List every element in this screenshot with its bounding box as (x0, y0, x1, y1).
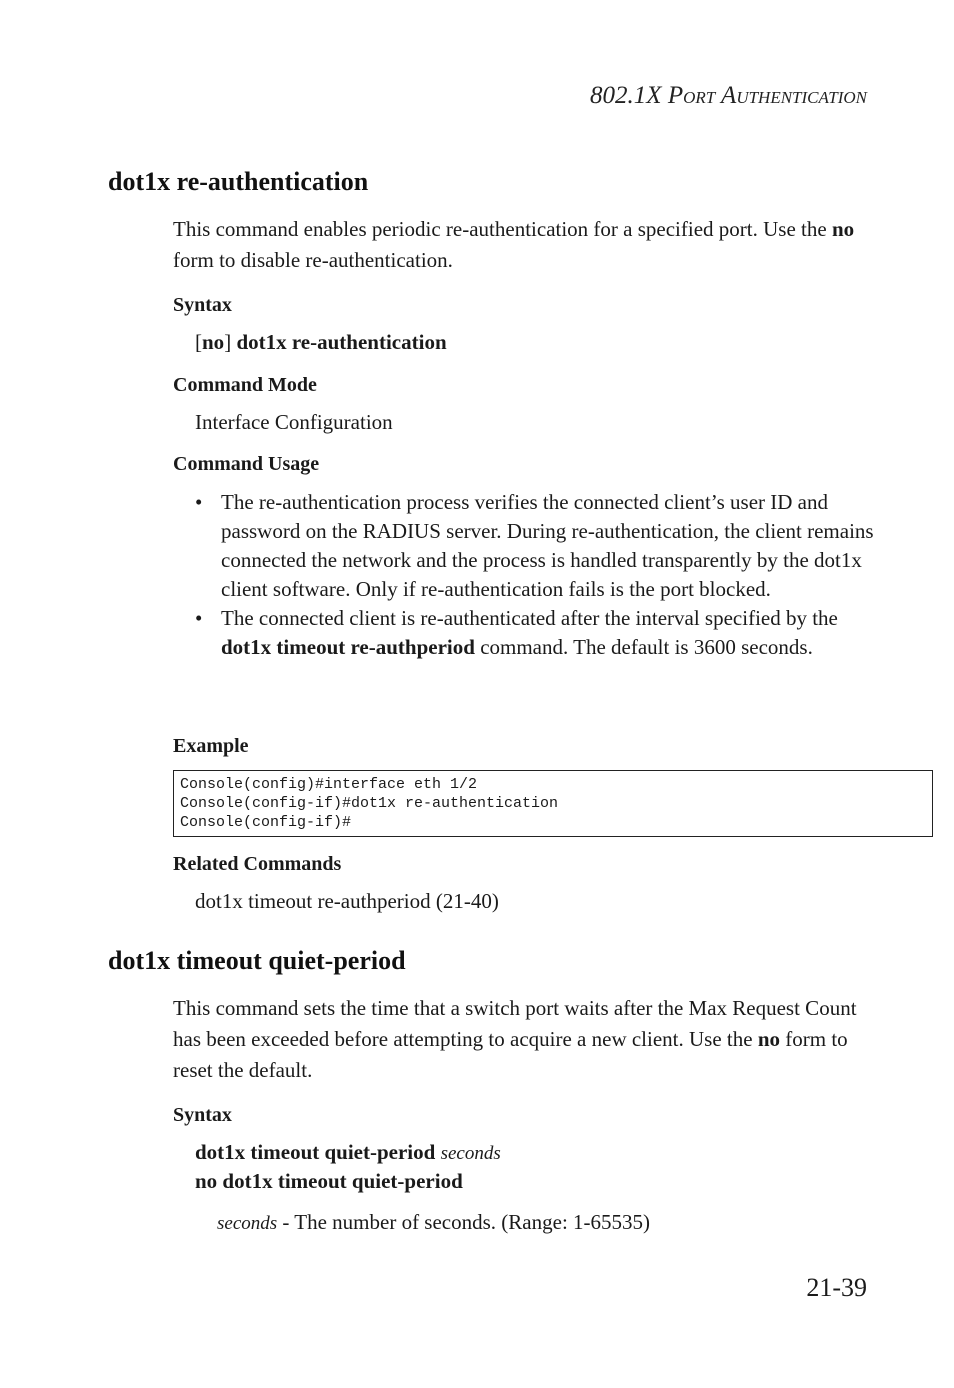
running-header-initial-2: A (721, 82, 737, 109)
section1-mode-heading: Command Mode (173, 374, 317, 396)
usage-item-1 (195, 488, 875, 604)
section2-description (173, 993, 873, 1086)
code-line: Console(config)#interface eth 1/2 (180, 776, 478, 793)
section2-description-text-2: form to reset the default. (173, 1027, 848, 1082)
bullet-icon: • (195, 606, 203, 630)
section-title-reauthentication: dot1x re-authentication (108, 167, 369, 196)
usage-item-2-text-post: command. The default is 3600 seconds. (474, 635, 813, 659)
running-header-rest-1: ORT (683, 88, 716, 107)
section1-description-text-2: form to disable re-authentication. (173, 248, 453, 272)
syntax-no-keyword: no (202, 330, 225, 354)
section-title-quiet-period: dot1x timeout quiet-period (108, 946, 406, 975)
usage-item-1-text: The re-authentication process verifies the connected client’s user ID and password on the RADIUS server. During re-authentication, the client remains connected the network and the process is handled transparently by the dot1x client software. Only if re-authentication fails is the port blocked. (221, 490, 874, 601)
section1-description-text-1: This command enables periodic re-authentication for a specified port. Use the (173, 217, 832, 241)
page-number: 21-39 (806, 1273, 867, 1302)
section1-related-command: dot1x timeout re-authperiod (21-40) (195, 889, 499, 913)
usage-item-2-text-pre: The connected client is re-authenticated after the interval specified by the (221, 606, 838, 630)
running-header-initial-1: P (667, 82, 684, 109)
code-line: Console(config-if)# (180, 814, 352, 831)
syntax-bracket-close: ] (224, 330, 237, 354)
section1-example-heading: Example (173, 735, 249, 757)
section1-related-heading: Related Commands (173, 853, 342, 875)
section2-description-text-1: This command sets the time that a switch port waits after the Max Request Count has been exceeded before attempting to acquire a new client. Use the (173, 996, 857, 1051)
running-header-rest-2: UTHENTICATION (736, 88, 867, 107)
syntax-parameter: seconds (440, 1143, 501, 1164)
section2-syntax-line-2: no dot1x timeout quiet-period (195, 1169, 463, 1193)
running-header-prefix: 802.1X (590, 82, 668, 109)
usage-item-2-command: dot1x timeout re-authperiod (221, 635, 475, 659)
section1-syntax-heading: Syntax (173, 294, 232, 316)
code-line: Console(config-if)#dot1x re-authentication (180, 795, 559, 812)
bullet-icon: • (195, 490, 203, 514)
section2-syntax-line-1 (195, 1140, 501, 1165)
syntax-command: dot1x re-authentication (236, 330, 447, 354)
section1-description (173, 214, 873, 276)
syntax-bracket-open: [ (195, 330, 202, 354)
parameter-description (217, 1210, 650, 1235)
parameter-name: seconds (217, 1213, 278, 1234)
section1-syntax-line (195, 330, 447, 355)
section2-syntax-heading: Syntax (173, 1104, 232, 1126)
section1-description-no: no (831, 217, 855, 241)
usage-item-2 (195, 604, 875, 662)
syntax-command: dot1x timeout quiet-period (195, 1140, 436, 1164)
section1-usage-heading: Command Usage (173, 453, 320, 475)
parameter-text: - The number of seconds. (Range: 1-65535) (277, 1210, 651, 1234)
usage-list (195, 488, 875, 662)
example-code-box (173, 770, 933, 837)
section2-description-no: no (757, 1027, 781, 1051)
running-header (590, 82, 867, 110)
section1-mode-value: Interface Configuration (195, 410, 393, 434)
